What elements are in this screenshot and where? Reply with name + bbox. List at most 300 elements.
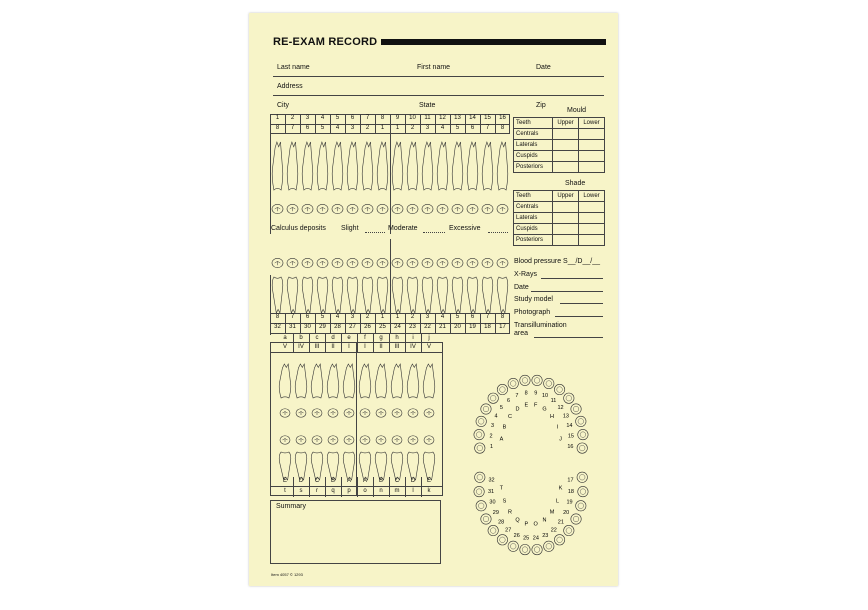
grid-divider	[495, 313, 496, 323]
grid-divider	[300, 323, 301, 333]
grid-divider	[360, 323, 361, 333]
arch-upper-tooth-label: 16	[567, 443, 574, 450]
lower-tooth-occlusal-groove	[500, 261, 506, 265]
shade-table	[513, 190, 605, 246]
tooth-number: 6	[470, 125, 475, 131]
lower-tooth-occlusal-groove	[470, 261, 476, 265]
lower-tooth-occlusal-groove	[290, 261, 296, 265]
tooth-number: 8	[275, 125, 280, 131]
arch-upper-tooth-label: 9	[534, 390, 538, 397]
grid-divider	[405, 343, 406, 353]
city-label: City	[277, 102, 290, 109]
arch-upper-tooth-label: 7	[515, 392, 519, 399]
upper-tooth-side	[347, 142, 358, 190]
upper-tooth-occlusal-groove	[350, 207, 356, 211]
primary-roman: IV	[410, 344, 416, 350]
upper-tooth-occlusal-groove	[395, 207, 401, 211]
primary-upper-tooth	[343, 364, 355, 398]
calculus-moderate: Moderate	[388, 225, 418, 232]
lower-tooth-occlusal-groove	[380, 261, 386, 265]
grid-divider	[465, 124, 466, 134]
arch-lower-tooth-label: 19	[566, 499, 573, 506]
mould-cell[interactable]	[553, 162, 579, 173]
arch-upper-letter: F	[533, 402, 538, 409]
grid-divider	[465, 313, 466, 323]
tooth-number: 7	[290, 314, 295, 320]
upper-tooth-occlusal-groove	[410, 207, 416, 211]
lower-tooth-occlusal-groove	[320, 261, 326, 265]
mould-header-upper: Upper	[553, 118, 579, 129]
primary-lower-occlusal-groove	[379, 439, 384, 443]
grid-divider	[330, 114, 331, 124]
mould-cell[interactable]	[553, 129, 579, 140]
upper-tooth-occlusal-groove	[290, 207, 296, 211]
tooth-number: 24	[394, 324, 401, 330]
primary-upper-occlusal-groove	[363, 412, 368, 416]
grid-divider	[405, 124, 406, 134]
primary-lower-tooth	[423, 452, 435, 480]
primary-lower-occlusal-groove	[411, 439, 416, 443]
summary-label: Summary	[276, 503, 306, 510]
lower-tooth-occlusal-groove	[425, 261, 431, 265]
grid-divider	[300, 313, 301, 323]
arch-lower-tooth-label: 24	[532, 535, 539, 542]
primary-upper-occlusal-groove	[411, 412, 416, 416]
primary-lower-tooth	[343, 452, 355, 480]
arch-upper-tooth-label: 6	[506, 397, 511, 404]
tooth-number: 4	[335, 125, 340, 131]
shade-cell[interactable]	[579, 224, 605, 235]
upper-tooth-side	[272, 142, 283, 190]
tooth-number: 11	[424, 115, 431, 121]
tooth-number: 22	[424, 324, 431, 330]
tooth-number: 3	[350, 125, 355, 131]
arch-upper-tooth-label: 13	[562, 413, 570, 420]
upper-tooth-side	[467, 142, 478, 190]
arch-upper-tooth-label: 5	[499, 404, 503, 411]
tooth-number: 16	[499, 115, 506, 121]
arch-lower-tooth	[475, 472, 485, 482]
tooth-number: 5	[455, 314, 460, 320]
grid-divider	[345, 124, 346, 134]
state-label: State	[419, 102, 436, 109]
primary-upper-occlusal-groove	[379, 412, 384, 416]
grid-divider	[373, 343, 374, 353]
primary-letter-small: m	[394, 488, 400, 494]
arch-upper-tooth-label: 15	[567, 433, 574, 440]
mould-cell[interactable]	[579, 129, 605, 140]
primary-upper-occlusal-groove	[331, 412, 336, 416]
grid-divider	[360, 124, 361, 134]
arch-lower-letter: R	[508, 509, 512, 516]
grid-divider	[389, 487, 390, 497]
primary-upper-occlusal-groove	[347, 412, 352, 416]
grid-divider	[435, 124, 436, 134]
primary-lower-tooth	[295, 452, 307, 480]
grid-divider	[405, 323, 406, 333]
tooth-number: 7	[485, 125, 490, 131]
shade-row-label: Centrals	[514, 202, 553, 213]
grid-divider	[390, 323, 391, 333]
primary-letter-small: q	[331, 488, 335, 494]
footer-text: Item 4057 © 1293	[271, 572, 303, 577]
lower-tooth-side	[347, 277, 358, 313]
grid-divider	[285, 313, 286, 323]
lower-tooth-side	[497, 277, 508, 313]
primary-upper-tooth	[359, 364, 371, 398]
address-line[interactable]	[273, 95, 604, 96]
tooth-number: 2	[290, 115, 295, 121]
primary-upper-occlusal-groove	[395, 412, 400, 416]
tooth-number: 5	[320, 314, 325, 320]
grid-divider	[325, 487, 326, 497]
shade-row-label: Posteriors	[514, 235, 553, 246]
grid-divider	[315, 114, 316, 124]
primary-letter: d	[331, 335, 335, 341]
upper-tooth-occlusal-groove	[455, 207, 461, 211]
transillumination-area-label: area	[514, 330, 529, 337]
primary-letter: B	[330, 478, 335, 484]
primary-letter: D	[410, 478, 416, 484]
grid-divider	[465, 323, 466, 333]
shade-cell[interactable]	[553, 202, 579, 213]
arch-lower-tooth	[578, 486, 588, 496]
tooth-number: 8	[500, 314, 505, 320]
shade-cell[interactable]	[579, 235, 605, 246]
tooth-number: 32	[274, 324, 281, 330]
primary-letter: E	[282, 478, 287, 484]
lower-tooth-side	[362, 277, 373, 313]
form-title: RE-EXAM RECORD	[273, 36, 378, 48]
grid-divider	[480, 114, 481, 124]
tooth-number: 4	[320, 115, 325, 121]
primary-lower-tooth	[279, 452, 291, 480]
primary-letter: b	[299, 335, 303, 341]
grid-divider	[300, 124, 301, 134]
tooth-number: 6	[305, 125, 310, 131]
photograph-label: Photograph	[514, 309, 551, 316]
arch-lower-tooth-label: 22	[550, 527, 557, 534]
upper-tooth-side	[362, 142, 373, 190]
shade-header-lower: Lower	[579, 191, 605, 202]
excessive-line[interactable]	[488, 232, 508, 233]
arch-upper-tooth	[497, 384, 507, 394]
upper-tooth-occlusal-groove	[305, 207, 311, 211]
tooth-number: 13	[454, 115, 461, 121]
primary-roman: III	[314, 344, 320, 350]
tooth-number: 6	[350, 115, 355, 121]
study-model-line[interactable]	[560, 303, 603, 304]
grid-divider	[450, 313, 451, 323]
tooth-number: 8	[275, 314, 280, 320]
grid-divider	[357, 487, 358, 497]
grid-divider	[285, 114, 286, 124]
upper-tooth-occlusal-groove	[335, 207, 341, 211]
lower-tooth-side	[437, 277, 448, 313]
upper-tooth-occlusal-groove	[425, 207, 431, 211]
tooth-number: 30	[304, 324, 311, 330]
upper-left-edge	[270, 114, 271, 234]
arch-lower-tooth	[488, 525, 498, 535]
right-date-line[interactable]	[531, 291, 603, 292]
arch-lower-tooth	[474, 486, 484, 496]
arch-lower-letter: S	[502, 498, 507, 505]
arch-upper-tooth	[474, 429, 484, 439]
arch-upper-tooth-label: 4	[494, 413, 498, 420]
upper-tooth-side	[482, 142, 493, 190]
grid-divider	[309, 343, 310, 353]
primary-roman: III	[394, 344, 400, 350]
slight-line[interactable]	[365, 232, 385, 233]
grid-divider	[357, 343, 358, 353]
mould-title: Mould	[567, 107, 587, 114]
grid-divider	[325, 343, 326, 353]
arch-lower-tooth	[476, 501, 486, 511]
tooth-number: 4	[440, 314, 445, 320]
primary-lower-occlusal-groove	[283, 439, 288, 443]
tooth-number: 2	[365, 125, 370, 131]
study-model-label: Study model	[514, 296, 553, 303]
upper-tooth-side	[287, 142, 298, 190]
primary-upper-occlusal-groove	[283, 412, 288, 416]
name-line[interactable]	[273, 76, 604, 77]
primary-letter: C	[314, 478, 320, 484]
blood-pressure-label: Blood pressure S__/D__/__	[514, 258, 600, 265]
tooth-number: 3	[350, 314, 355, 320]
grid-divider	[375, 323, 376, 333]
xrays-line[interactable]	[541, 278, 603, 279]
tooth-number: 19	[469, 324, 476, 330]
primary-lower-tooth	[375, 452, 387, 480]
arch-lower-tooth	[571, 514, 581, 524]
arch-upper-tooth	[476, 416, 486, 426]
mould-row-label: Posteriors	[514, 162, 553, 173]
transillumination-line[interactable]	[534, 337, 603, 338]
arch-upper-tooth-label: 12	[557, 404, 564, 411]
primary-lower-tooth	[391, 452, 403, 480]
grid-divider	[360, 313, 361, 323]
shade-cell[interactable]	[553, 213, 579, 224]
mould-cell[interactable]	[553, 151, 579, 162]
last-name-label: Last name	[277, 64, 310, 71]
primary-letter-small: o	[363, 488, 367, 494]
primary-lower-occlusal-groove	[299, 439, 304, 443]
upper-tooth-occlusal-groove	[275, 207, 281, 211]
primary-letter: h	[395, 335, 399, 341]
arch-lower-tooth-label: 29	[492, 510, 499, 517]
lower-tooth-side	[407, 277, 418, 313]
arch-upper-tooth	[554, 384, 564, 394]
primary-lower-occlusal-groove	[363, 439, 368, 443]
primary-roman: V	[426, 344, 431, 350]
primary-letter: g	[379, 335, 383, 341]
tooth-number: 8	[380, 115, 385, 121]
mould-cell[interactable]	[579, 140, 605, 151]
arch-lower-tooth-label: 30	[489, 499, 496, 506]
upper-tooth-occlusal-groove	[440, 207, 446, 211]
shade-cell[interactable]	[579, 213, 605, 224]
lower-tooth-occlusal-groove	[410, 261, 416, 265]
upper-tooth-side	[317, 142, 328, 190]
tooth-number: 1	[395, 125, 400, 131]
arch-upper-letter: C	[508, 414, 512, 421]
grid-divider	[480, 313, 481, 323]
primary-roman: II	[331, 344, 335, 350]
primary-upper-occlusal-groove	[315, 412, 320, 416]
upper-tooth-occlusal-groove	[320, 207, 326, 211]
moderate-line[interactable]	[423, 232, 445, 233]
tooth-number: 17	[499, 324, 506, 330]
grid-divider	[315, 313, 316, 323]
grid-divider	[293, 487, 294, 497]
tooth-number: 5	[320, 125, 325, 131]
grid-divider	[285, 323, 286, 333]
primary-letter: E	[426, 478, 431, 484]
grid-divider	[420, 114, 421, 124]
primary-letter: f	[364, 335, 366, 341]
lower-tooth-occlusal-groove	[440, 261, 446, 265]
tooth-number: 31	[289, 324, 296, 330]
lower-tooth-side	[287, 277, 298, 313]
arch-upper-tooth-label: 11	[550, 397, 557, 404]
primary-upper-tooth	[423, 364, 435, 398]
upper-tooth-occlusal-groove	[485, 207, 491, 211]
grid-divider	[315, 323, 316, 333]
tooth-number: 15	[484, 115, 491, 121]
primary-upper-occlusal-groove	[427, 412, 432, 416]
arch-chart	[467, 376, 595, 556]
grid-divider	[495, 124, 496, 134]
tooth-number: 5	[335, 115, 340, 121]
shade-cell[interactable]	[553, 235, 579, 246]
arch-lower-tooth-label: 32	[488, 477, 495, 484]
upper-tooth-side	[407, 142, 418, 190]
arch-lower-tooth	[576, 501, 586, 511]
primary-teeth-diagram	[270, 358, 443, 484]
primary-roman: II	[379, 344, 383, 350]
lower-tooth-occlusal-groove	[350, 261, 356, 265]
arch-upper-tooth-label: 10	[541, 392, 549, 399]
primary-roman: I	[348, 344, 350, 350]
tooth-number: 2	[410, 314, 415, 320]
grid-divider	[315, 124, 316, 134]
primary-lower-occlusal-groove	[315, 439, 320, 443]
arch-upper-tooth	[488, 393, 498, 403]
upper-tooth-side	[422, 142, 433, 190]
arch-lower-letter: L	[556, 498, 560, 505]
grid-divider	[435, 313, 436, 323]
primary-upper-tooth	[407, 364, 419, 398]
tooth-number: 27	[349, 324, 356, 330]
shade-header-upper: Upper	[553, 191, 579, 202]
calculus-label: Calculus deposits	[271, 225, 326, 232]
arch-lower-tooth-label: 23	[542, 532, 549, 539]
arch-upper-letter: G	[542, 406, 547, 413]
arch-lower-letter: K	[558, 485, 563, 492]
arch-upper-letter: D	[515, 406, 520, 413]
shade-cell[interactable]	[579, 202, 605, 213]
primary-upper-tooth	[311, 364, 323, 398]
shade-cell[interactable]	[553, 224, 579, 235]
mould-cell[interactable]	[553, 140, 579, 151]
arch-upper-letter: E	[524, 402, 529, 409]
photograph-line[interactable]	[555, 316, 603, 317]
tooth-number: 3	[425, 314, 430, 320]
mould-header-lower: Lower	[579, 118, 605, 129]
arch-lower-tooth	[508, 541, 518, 551]
arch-upper-tooth	[532, 375, 542, 385]
tooth-number: 26	[364, 324, 371, 330]
arch-upper-tooth	[578, 429, 588, 439]
grid-divider	[420, 313, 421, 323]
primary-letter: A	[362, 478, 367, 484]
lower-tooth-occlusal-groove	[485, 261, 491, 265]
grid-divider	[375, 114, 376, 124]
upper-tooth-side	[452, 142, 463, 190]
grid-divider	[495, 114, 496, 124]
arch-upper-tooth	[576, 416, 586, 426]
tooth-number: 23	[409, 324, 416, 330]
arch-lower-letter: O	[533, 521, 538, 528]
primary-lower-tooth	[359, 452, 371, 480]
grid-divider	[375, 124, 376, 134]
primary-lower-occlusal-groove	[427, 439, 432, 443]
tooth-number: 9	[395, 115, 400, 121]
grid-divider	[345, 114, 346, 124]
address-label: Address	[277, 83, 303, 90]
mould-cell[interactable]	[579, 151, 605, 162]
grid-divider	[330, 124, 331, 134]
lower-tooth-occlusal-groove	[395, 261, 401, 265]
mould-row-label: Cuspids	[514, 151, 553, 162]
lower-tooth-side	[332, 277, 343, 313]
title-bar	[381, 39, 606, 45]
primary-letter-small: n	[379, 488, 383, 494]
arch-upper-tooth	[544, 378, 554, 388]
grid-divider	[309, 487, 310, 497]
xrays-label: X-Rays	[514, 271, 537, 278]
grid-divider	[330, 323, 331, 333]
arch-lower-tooth	[497, 535, 507, 545]
primary-lower-occlusal-groove	[331, 439, 336, 443]
arch-lower-tooth-label: 21	[557, 519, 564, 526]
grid-divider	[420, 124, 421, 134]
upper-tooth-side	[437, 142, 448, 190]
arch-upper-letter: B	[502, 424, 507, 431]
arch-lower-tooth	[520, 544, 530, 554]
tooth-number: 2	[365, 314, 370, 320]
tooth-number: 1	[395, 314, 400, 320]
primary-letter: D	[298, 478, 304, 484]
arch-lower-letter: Q	[515, 517, 520, 524]
upper-tooth-occlusal-groove	[500, 207, 506, 211]
arch-lower-tooth	[554, 535, 564, 545]
primary-upper-occlusal-groove	[299, 412, 304, 416]
grid-divider	[405, 313, 406, 323]
primary-lower-tooth	[327, 452, 339, 480]
arch-lower-tooth-label: 17	[567, 477, 574, 484]
upper-tooth-occlusal-groove	[365, 207, 371, 211]
grid-divider	[293, 343, 294, 353]
upper-tooth-side	[332, 142, 343, 190]
tooth-number: 6	[470, 314, 475, 320]
mould-cell[interactable]	[579, 162, 605, 173]
tooth-number: 6	[305, 314, 310, 320]
lower-tooth-occlusal-groove	[275, 261, 281, 265]
arch-upper-tooth-label: 2	[489, 433, 493, 440]
tooth-number: 1	[380, 125, 385, 131]
grid-divider	[360, 114, 361, 124]
